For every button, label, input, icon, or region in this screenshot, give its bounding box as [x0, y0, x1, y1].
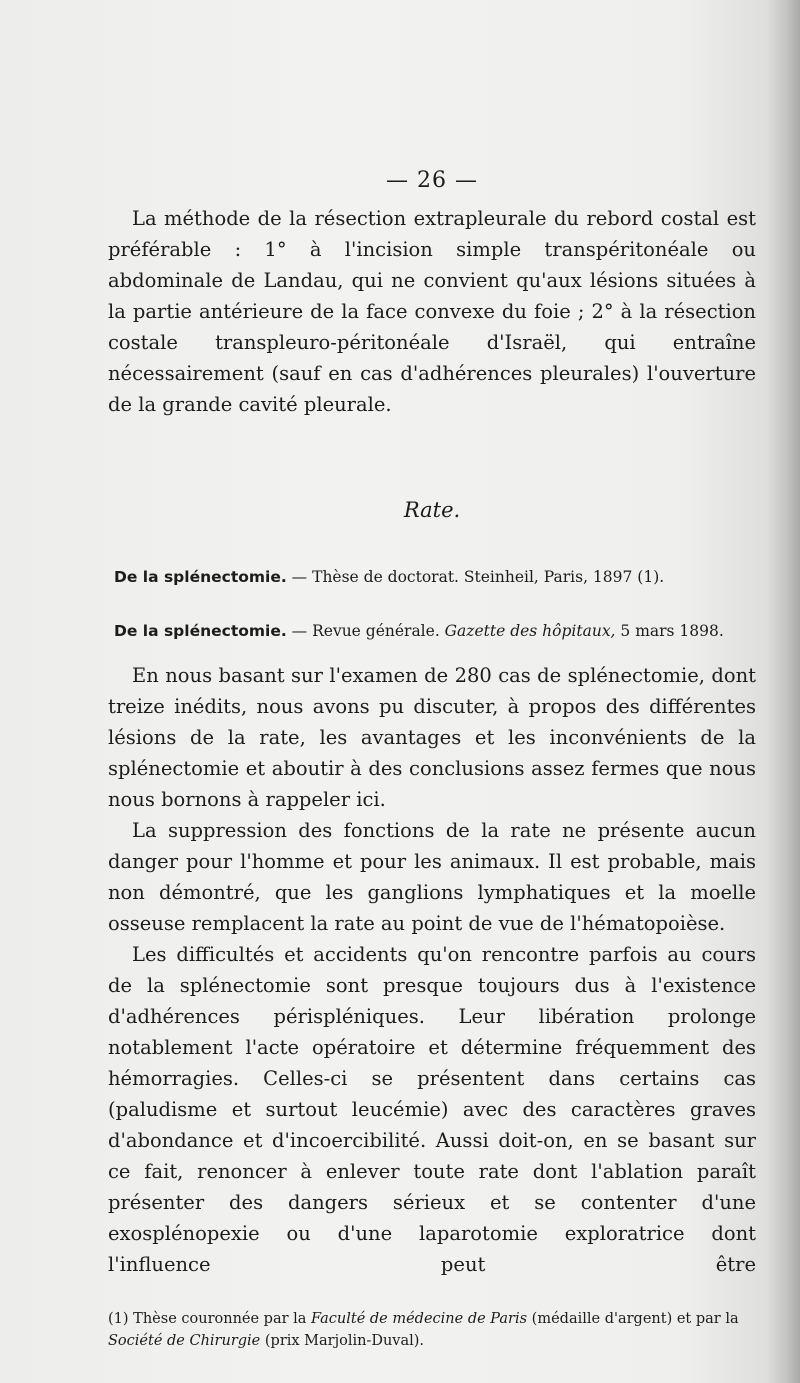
body-paragraph: En nous basant sur l'examen de 280 cas de splénectomie, dont treize inédits, nous avons pu discuter, à propos des différentes lésions de la rate, les avantages et les inconvénients de la splénectomie et aboutir à des conclusions assez fermes que nous nous bornons à rappeler ici. — [108, 664, 756, 811]
body-paragraph: La suppression des fonctions de la rate ne présente aucun danger pour l'homme et pour les animaux. Il est probable, mais non démontré, que les ganglions lymphatiques et la moelle osseuse remplacent la rate au point de vue de l'hématopoièse. — [108, 819, 756, 935]
reference-date: 5 mars 1898. — [615, 622, 724, 640]
reference-title: De la splénectomie. — [114, 568, 287, 586]
footnote-marker: (1) — [108, 1311, 129, 1327]
body-paragraph: Les difficultés et accidents qu'on rencontre parfois au cours de la splénectomie sont presque toujours dus à l'existence d'adhérences périspléniques. Leur libération prolonge notablement l'acte opératoire et détermine fréquemment des hémorragies. Celles-ci se présentent dans certains cas (paludisme et surtout leucémie) avec des caractères graves d'abondance et d'incoercibilité. Aussi doit-on, en se basant sur ce fait, renoncer à enlever toute rate dont l'ablation paraît présenter des dangers sérieux et se contenter d'une exosplénopexie ou d'une laparotomie exploratrice dont l'influence peut être — [108, 943, 756, 1276]
page-content — [108, 168, 756, 1352]
section-title: Rate. — [403, 498, 461, 522]
page-gutter-shadow — [766, 0, 800, 1383]
page-number: — 26 — — [386, 168, 478, 193]
reference-entry — [114, 566, 756, 588]
intro-paragraph: La méthode de la résection extrapleurale du rebord costal est préférable : 1° à l'incision simple transpéritonéale ou abdominale de Landau, qui ne convient qu'aux lésions situées à la partie antérieure de la face convexe du foie ; 2° à la résection costale transpleuro-péritonéale d'Israël, qui entraîne nécessairement (sauf en cas d'adhérences pleurales) l'ouverture de la grande cavité pleurale. — [108, 207, 756, 416]
footnote-text: (prix Marjolin-Duval). — [260, 1333, 425, 1349]
footnote — [108, 1308, 756, 1352]
footnote-text: Thèse couronnée par la — [128, 1311, 312, 1327]
reference-journal: Gazette des hôpitaux, — [444, 622, 616, 640]
reference-entry — [114, 620, 756, 642]
reference-title: De la splénectomie. — [114, 622, 287, 640]
footnote-faculty: Faculté de médecine de Paris — [311, 1311, 528, 1327]
footnote-society: Société de Chirurgie — [108, 1333, 261, 1349]
reference-body: — Thèse de doctorat. Steinheil, Paris, 1897 (1). — [286, 568, 665, 586]
reference-body: — Revue générale. — [286, 622, 445, 640]
footnote-text: (médaille d'argent) et par la — [527, 1311, 739, 1327]
